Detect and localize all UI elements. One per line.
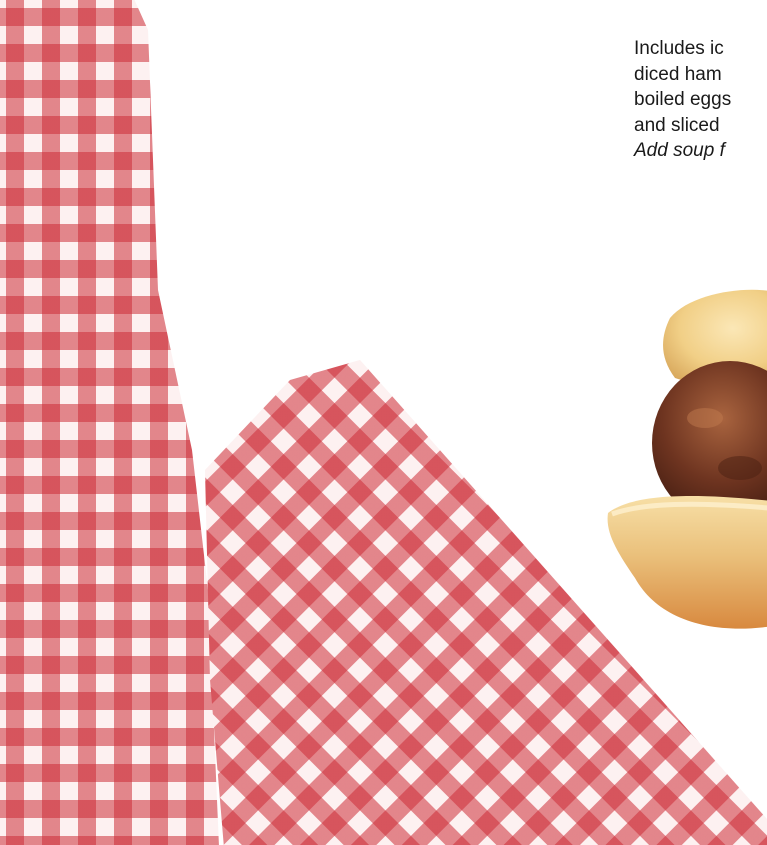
meatball-sandwich-image: [600, 278, 767, 638]
description-line: Includes ic: [634, 38, 724, 59]
menu-item-description: [634, 36, 767, 164]
description-line: and sliced: [634, 114, 720, 136]
gingham-napkin-left: [0, 0, 220, 845]
description-line: boiled eggs: [634, 89, 732, 110]
bottom-bun: [608, 496, 767, 629]
description-addon-note: Add soup f: [634, 140, 725, 161]
gingham-pattern: [0, 0, 250, 845]
description-line: diced ham: [634, 63, 722, 85]
